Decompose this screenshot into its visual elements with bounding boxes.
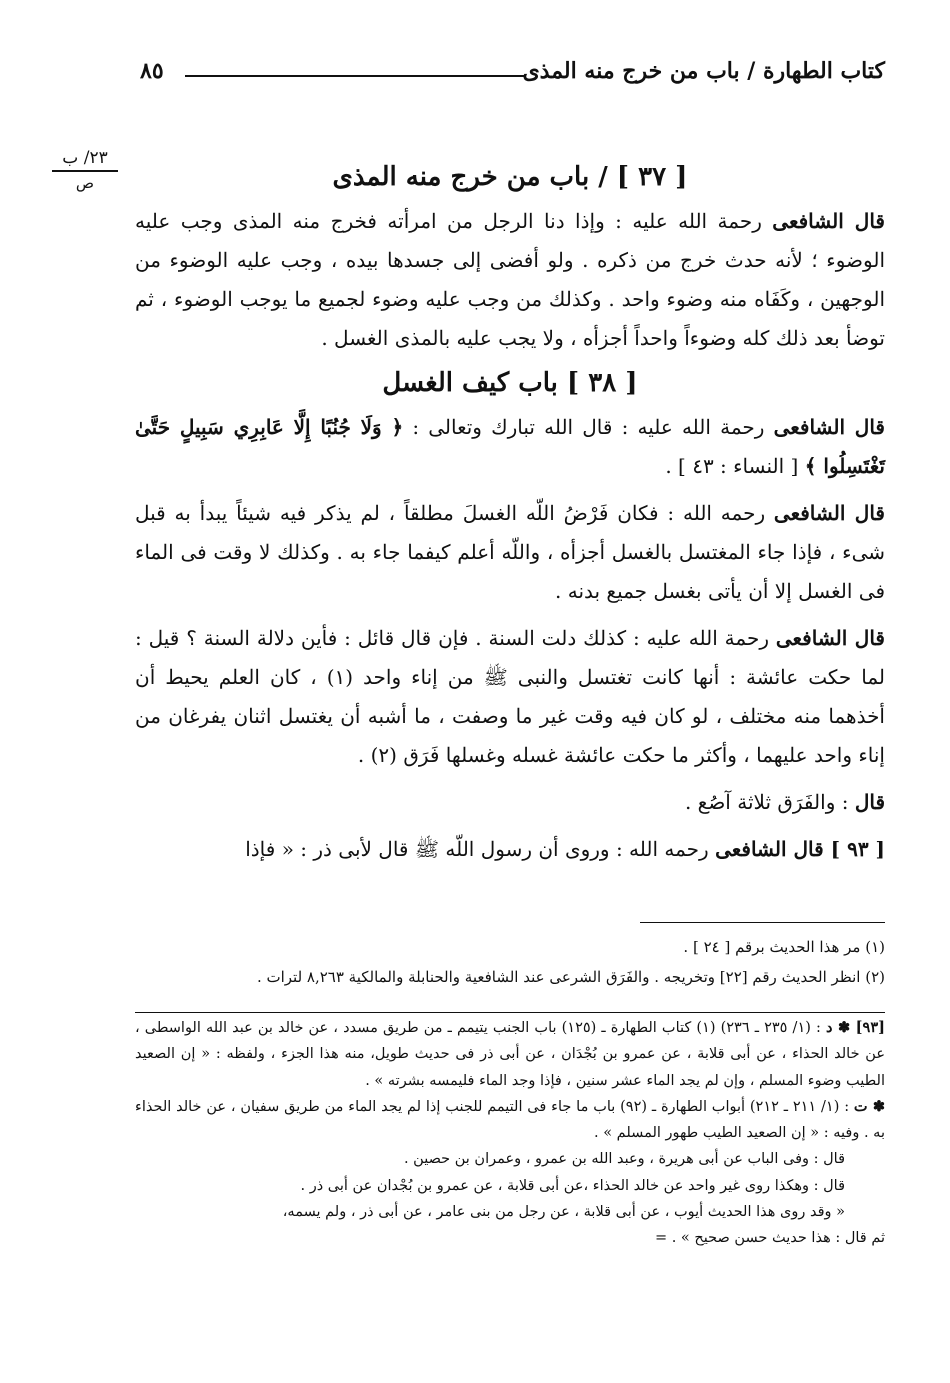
header-title: كتاب الطهارة / باب من خرج منه المذى [522, 58, 885, 84]
paragraph [135, 408, 885, 486]
takhrij-entry [135, 1146, 885, 1172]
paragraph-text: رحمة الله عليه : وإذا دنا الرجل من امرأته فخرج منه المذى وجب عليه الوضوء ؛ لأنه حدث خرج من ذكره . ولو أفضى إلى جسدها بيده ، وجب عليه الوضوء من الوجهين ، وكَفَاه منه وضوء واحد . وكذلك من وجب عليه وضوء لجميع ما يوجب الوضوء ، ثم توضأ بعد ذلك كله وضوءاً واحداً أجزأه ، ولا يجب عليه بالمذى الغسل . [135, 209, 885, 350]
paragraph-text: : والفَرَق ثلاثة آصُع . [684, 790, 855, 814]
takhrij-entry [135, 1173, 885, 1199]
quran-verse: ﴿ وَلَا جُنُبًا إِلَّا عَابِرِي سَبِيلٍ حَتَّىٰ تَغْتَسِلُوا ﴾ [135, 415, 885, 478]
takhrij-text: قال : وهكذا روى غير واحد عن خالد الحذاء ،عن أبى قلابة ، عن عمرو بن بُجْدان عن أبى ذر . [300, 1177, 845, 1194]
speaker: قال الشافعى [773, 415, 885, 439]
section-heading-37: [ ٣٧ ] / باب من خرج منه المذى [332, 162, 688, 192]
footnotes [135, 932, 885, 992]
hadith-takhrij [135, 1015, 885, 1252]
paragraph-text: رحمه الله : فكان فَرْضُ اللّه الغسلَ مطلقاً ، لم يذكر فيه شيئاً يبدأ به قبل شىء ، فإذا جاء المغتسل بالغسل أجزأه ، واللّه أعلم كيفما جاء به . وكذلك لا وقت فى الماء فى الغسل إلا أن يأتى بغسل جميع بدنه . [135, 501, 885, 603]
paragraph [135, 783, 885, 822]
speaker: قال الشافعى [772, 209, 885, 233]
takhrij-text: ثم قال : هذا حديث حسن صحيح » . = [654, 1230, 885, 1247]
takhrij-text: « وقد روى هذا الحديث أيوب ، عن أبى قلابة ، عن رجل من بنى عامر ، عن أبى ذر ، ولم يسمه، [282, 1204, 845, 1221]
manuscript-folio-note [52, 148, 118, 192]
paragraph [135, 830, 885, 869]
verse-citation: [ النساء : ٤٣ ] . [665, 454, 805, 478]
header-rule [185, 75, 525, 77]
folio-siglum: ص [75, 174, 95, 192]
folio-ref: ٢٣/ ب [52, 148, 118, 172]
section-heading-38: [ ٣٨ ] باب كيف الغسل [382, 368, 638, 398]
takhrij-text: : (١/ ٢١١ ـ ٢١٢) أبواب الطهارة ـ (٩٢) باب ما جاء فى التيمم للجنب إذا لم يجد الماء من طريق سفيان ، عن خالد الحذاء به . وفيه : « إن الصعيد الطيب طهور المسلم » . [135, 1098, 885, 1142]
paragraph-text: رحمه الله : وروى أن رسول اللّه ﷺ قال لأبى ذر : « فإذا [245, 837, 716, 861]
takhrij-text: : (١/ ٢٣٥ ـ ٢٣٦) (١) كتاب الطهارة ـ (١٢٥) باب الجنب يتيمم ـ من طريق مسدد ، عن خالد بن عبد الله الواسطى ، عن خالد الحذاء ، عن أبى قلابة ، عن عمرو بن بُجْدَان ، عن أبى ذر فى حديث طويل، منه هذا الجزء ، ولفظه : « إن الصعيد الطيب وضوء المسلم ، وإن لم يجد الماء عشر سنين ، فإذا وجد الماء فليمسه بشرته » . [135, 1020, 885, 1089]
takhrij-entry [135, 1094, 885, 1147]
main-text [135, 152, 885, 869]
speaker: قال الشافعى [773, 501, 885, 525]
speaker: قال الشافعى [775, 626, 885, 650]
page-number: ٨٥ [140, 58, 164, 84]
takhrij-entry [135, 1225, 885, 1251]
takhrij-rule [135, 1012, 885, 1013]
takhrij-entry [135, 1199, 885, 1225]
paragraph-text: رحمة الله عليه : كذلك دلت السنة . فإن قال قائل : فأين دلالة السنة ؟ قيل : لما حكت عائشة : أنها كانت تغتسل والنبى ﷺ من إناء واحد (١) ، كان العلم يحيط أن أخذهما منه مختلف ، لو كان فيه وقت غير ما وصفت ، ما أشبه أن يغتسل اثنان يفرغان من إناء واحد عليهما ، وأكثر ما حكت عائشة غسله وغسلها فَرَق (٢) . [135, 626, 885, 767]
footnote-rule [640, 922, 885, 923]
takhrij-text: قال : وفى الباب عن أبى هريرة ، وعبد الله بن عمرو ، وعمران بن حصين . [403, 1151, 845, 1168]
source-siglum: ✽ ت [853, 1097, 885, 1115]
speaker: [ ٩٣ ] قال الشافعى [715, 837, 885, 861]
paragraph-text: رحمة الله عليه : قال الله تبارك وتعالى : [403, 415, 774, 439]
speaker: قال [854, 790, 885, 814]
footnote: (٢) انظر الحديث رقم [٢٢] وتخريجه . والفَرَق الشرعى عند الشافعية والحنابلة والمالكية ٨,٢٦٣ لترات . [256, 968, 885, 986]
running-header [140, 58, 885, 94]
paragraph [135, 494, 885, 611]
paragraph [135, 202, 885, 358]
source-siglum: [٩٣] ✽ د [826, 1019, 885, 1036]
footnote: (١) مر هذا الحديث برقم [ ٢٤ ] . [683, 938, 885, 956]
paragraph [135, 619, 885, 775]
takhrij-entry [135, 1015, 885, 1094]
